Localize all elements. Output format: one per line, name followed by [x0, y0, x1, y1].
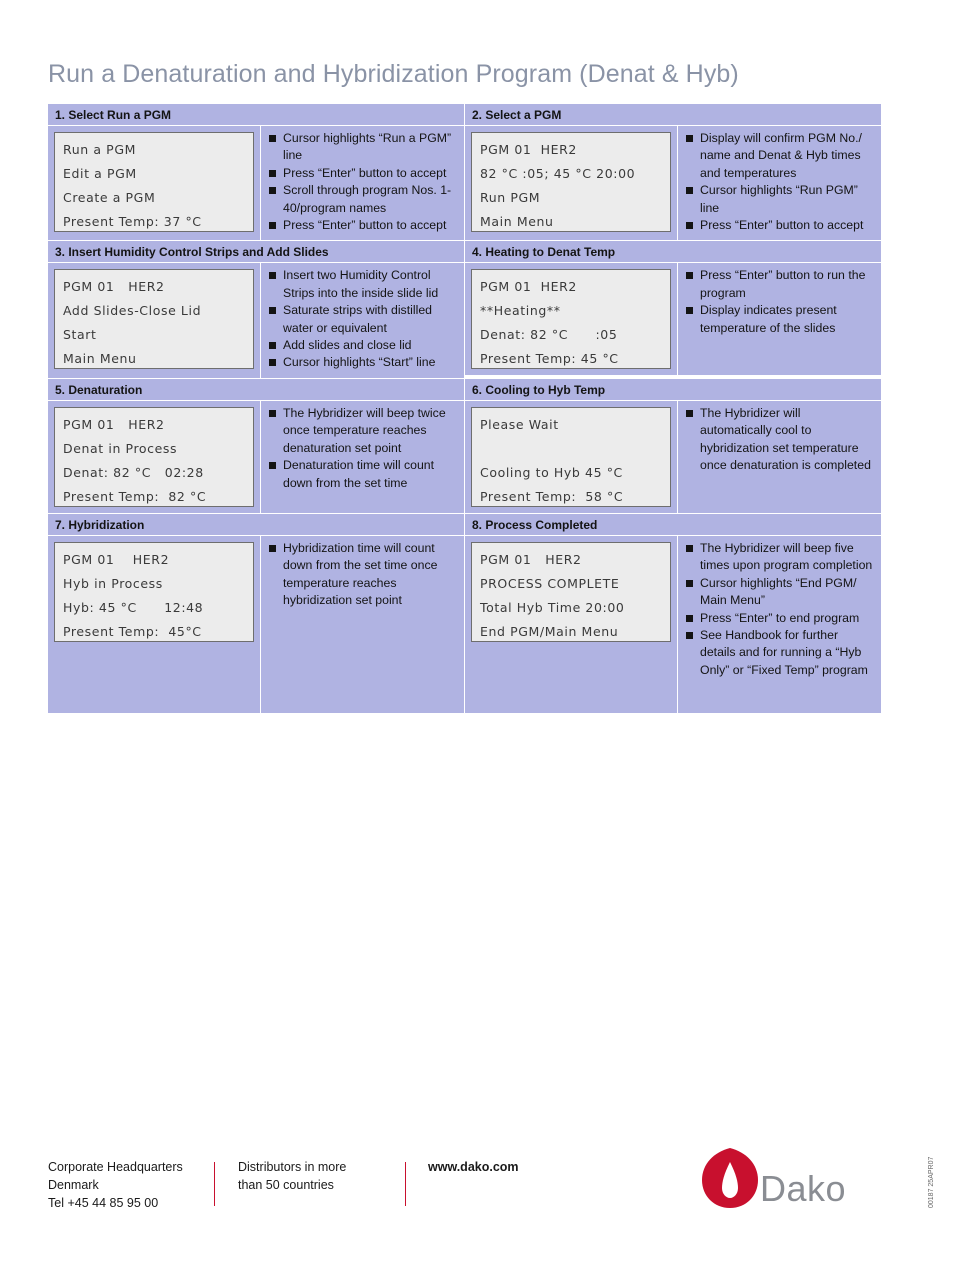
step-panel	[465, 514, 882, 714]
hq-line: Corporate Headquarters	[48, 1160, 183, 1174]
square-bullet-icon	[686, 632, 693, 639]
lcd-display	[471, 407, 671, 507]
lcd-frame	[465, 263, 678, 375]
note-item	[686, 540, 875, 575]
page-title: Run a Denaturation and Hybridization Program (Denat & Hyb)	[48, 60, 739, 88]
lcd-line: Present Temp: 45 °C	[480, 351, 619, 367]
square-bullet-icon	[269, 359, 276, 366]
lcd-line: Please Wait	[480, 416, 559, 432]
note-item	[686, 182, 875, 217]
square-bullet-icon	[269, 135, 276, 142]
step-header: 5. Denaturation	[48, 379, 465, 401]
note-text: Display will confirm PGM No./ name and Denat & Hyb times and temperatures	[700, 131, 862, 180]
lcd-display	[471, 132, 671, 232]
step-panel	[48, 104, 465, 241]
note-item	[269, 302, 458, 337]
lcd-line: 82 °C :05; 45 °C 20:00	[480, 166, 636, 181]
step-header: 3. Insert Humidity Control Strips and Add Slides	[48, 241, 465, 263]
step-panel	[48, 514, 465, 714]
note-text: Cursor highlights “Run a PGM” line	[283, 131, 452, 163]
step-body	[48, 263, 465, 378]
lcd-line	[480, 437, 662, 461]
note-item	[269, 182, 458, 217]
lcd-line: Present Temp: 82 °C	[63, 488, 207, 504]
note-item	[269, 217, 458, 234]
step-header: 4. Heating to Denat Temp	[465, 241, 882, 263]
step-body	[48, 126, 465, 241]
lcd-frame	[48, 536, 261, 713]
square-bullet-icon	[686, 410, 693, 417]
step-body	[48, 536, 465, 714]
square-bullet-icon	[686, 187, 693, 194]
step-panel	[465, 104, 882, 241]
website-link[interactable]: www.dako.com	[428, 1160, 519, 1174]
square-bullet-icon	[686, 307, 693, 314]
step-panel	[465, 379, 882, 514]
lcd-line: PGM 01 HER2	[63, 551, 170, 567]
square-bullet-icon	[686, 222, 693, 229]
footer-divider	[405, 1162, 406, 1206]
square-bullet-icon	[269, 170, 276, 177]
step-panel	[48, 379, 465, 514]
document-code: 00187 25APR07	[928, 1156, 935, 1208]
lcd-line: Create a PGM	[63, 190, 156, 205]
square-bullet-icon	[686, 615, 693, 622]
note-item	[686, 575, 875, 610]
note-item	[269, 165, 458, 182]
note-item	[269, 267, 458, 302]
step-header: 2. Select a PGM	[465, 104, 882, 126]
note-item	[686, 217, 875, 234]
step-notes	[261, 263, 465, 377]
note-item	[686, 627, 875, 679]
step-notes	[678, 401, 882, 513]
lcd-line: End PGM/Main Menu	[480, 623, 619, 639]
step-panel	[465, 241, 882, 378]
note-text: Add slides and close lid	[283, 338, 412, 353]
note-text: Press “Enter” button to accept	[700, 218, 864, 233]
square-bullet-icon	[269, 342, 276, 349]
square-bullet-icon	[269, 187, 276, 194]
lcd-line: Start	[63, 327, 97, 343]
square-bullet-icon	[686, 135, 693, 142]
lcd-line: PGM 01 HER2	[480, 279, 577, 295]
note-text: The Hybridizer will beep five times upon program completion	[700, 540, 873, 573]
square-bullet-icon	[686, 272, 693, 279]
lcd-line: Present Temp: 45°C	[63, 623, 202, 639]
step-body	[465, 126, 882, 241]
lcd-line: **Heating**	[480, 303, 561, 319]
square-bullet-icon	[269, 545, 276, 552]
square-bullet-icon	[269, 462, 276, 469]
hq-phone: Tel +45 44 85 95 00	[48, 1196, 159, 1210]
square-bullet-icon	[269, 272, 276, 279]
lcd-line: Total Hyb Time 20:00	[480, 599, 625, 615]
note-text: Denaturation time will count down from the set time	[283, 458, 435, 490]
note-text: Press “Enter” button to accept	[283, 165, 447, 180]
step-header: 6. Cooling to Hyb Temp	[465, 379, 882, 401]
step-body	[48, 401, 465, 514]
lcd-line: Run a PGM	[63, 142, 136, 157]
step-panel	[48, 241, 465, 378]
square-bullet-icon	[686, 545, 693, 552]
note-text: The Hybridizer will automatically cool to hybridization set temperature once denaturation is completed	[700, 405, 871, 473]
note-text: Saturate strips with distilled water or equivalent	[283, 303, 432, 335]
square-bullet-icon	[269, 410, 276, 417]
note-text: Press “Enter” to end program	[700, 610, 860, 625]
step-body	[465, 401, 882, 514]
brand-name: Dako	[760, 1168, 847, 1209]
step-body	[465, 263, 882, 376]
lcd-line: Run PGM	[480, 190, 541, 205]
note-item	[269, 457, 458, 492]
distributors-line: Distributors in more	[238, 1160, 347, 1174]
note-item	[269, 405, 458, 457]
note-item	[686, 302, 875, 337]
note-item	[686, 610, 875, 627]
note-text: Hybridization time will count down from the set time once temperature reaches hybridization set point	[283, 540, 438, 608]
lcd-line: Present Temp: 58 °C	[480, 488, 624, 504]
lcd-frame	[465, 126, 678, 240]
note-item	[686, 405, 875, 475]
square-bullet-icon	[269, 222, 276, 229]
lcd-line: PGM 01 HER2	[480, 551, 582, 567]
lcd-line: Main Menu	[63, 351, 137, 367]
lcd-frame	[48, 401, 261, 513]
step-notes	[261, 126, 465, 240]
lcd-line: Present Temp: 37 °C	[63, 214, 202, 229]
lcd-line: PGM 01 HER2	[63, 416, 165, 432]
lcd-line: Denat: 82 °C :05	[480, 327, 618, 343]
note-item	[686, 267, 875, 302]
lcd-display	[54, 269, 254, 369]
note-text: Cursor highlights “Run PGM” line	[700, 183, 858, 215]
lcd-line: Denat in Process	[63, 440, 178, 456]
note-text: Cursor highlights “End PGM/ Main Menu”	[700, 575, 857, 608]
note-item	[269, 354, 458, 371]
note-item	[269, 130, 458, 165]
lcd-frame	[48, 126, 261, 240]
lcd-frame	[465, 536, 678, 713]
lcd-line: PGM 01 HER2	[63, 279, 165, 295]
note-text: The Hybridizer will beep twice once temperature reaches denaturation set point	[283, 405, 446, 455]
note-item	[686, 130, 875, 182]
lcd-frame	[465, 401, 678, 513]
footer-divider	[214, 1162, 215, 1206]
lcd-line: Add Slides-Close Lid	[63, 303, 202, 319]
step-header: 8. Process Completed	[465, 514, 882, 536]
square-bullet-icon	[686, 580, 693, 587]
distributors-line: than 50 countries	[238, 1178, 334, 1192]
lcd-line: PROCESS COMPLETE	[480, 575, 620, 591]
lcd-line: PGM 01 HER2	[480, 142, 577, 157]
steps-grid	[48, 104, 882, 714]
note-text: Press “Enter” button to run the program	[700, 268, 866, 300]
note-text: Cursor highlights “Start” line	[283, 355, 436, 370]
step-header: 7. Hybridization	[48, 514, 465, 536]
step-header: 1. Select Run a PGM	[48, 104, 465, 126]
lcd-line: Edit a PGM	[63, 166, 137, 181]
note-text: Press “Enter” button to accept	[283, 218, 447, 233]
lcd-display	[54, 132, 254, 232]
step-notes	[678, 536, 882, 713]
lcd-line: Hyb: 45 °C 12:48	[63, 599, 204, 615]
lcd-display	[471, 269, 671, 369]
note-text: Insert two Humidity Control Strips into the inside slide lid	[283, 268, 439, 300]
step-notes	[678, 126, 882, 240]
step-notes	[678, 263, 882, 375]
lcd-frame	[48, 263, 261, 377]
lcd-display	[471, 542, 671, 642]
lcd-line: Denat: 82 °C 02:28	[63, 464, 204, 480]
lcd-line: Cooling to Hyb 45 °C	[480, 464, 623, 480]
lcd-display	[54, 542, 254, 642]
note-text: See Handbook for further details and for running a “Hyb Only” or “Fixed Temp” program	[700, 627, 868, 677]
note-text: Scroll through program Nos. 1-40/program names	[283, 183, 452, 215]
lcd-line: Main Menu	[480, 214, 554, 229]
step-body	[465, 536, 882, 714]
lcd-line: Hyb in Process	[63, 575, 163, 591]
distributors-info	[238, 1158, 346, 1194]
step-notes	[261, 536, 465, 713]
hq-line: Denmark	[48, 1178, 99, 1192]
note-text: Display indicates present temperature of the slides	[700, 303, 837, 335]
step-notes	[261, 401, 465, 513]
note-item	[269, 540, 458, 610]
square-bullet-icon	[269, 307, 276, 314]
headquarters-info	[48, 1158, 183, 1212]
lcd-display	[54, 407, 254, 507]
note-item	[269, 337, 458, 354]
